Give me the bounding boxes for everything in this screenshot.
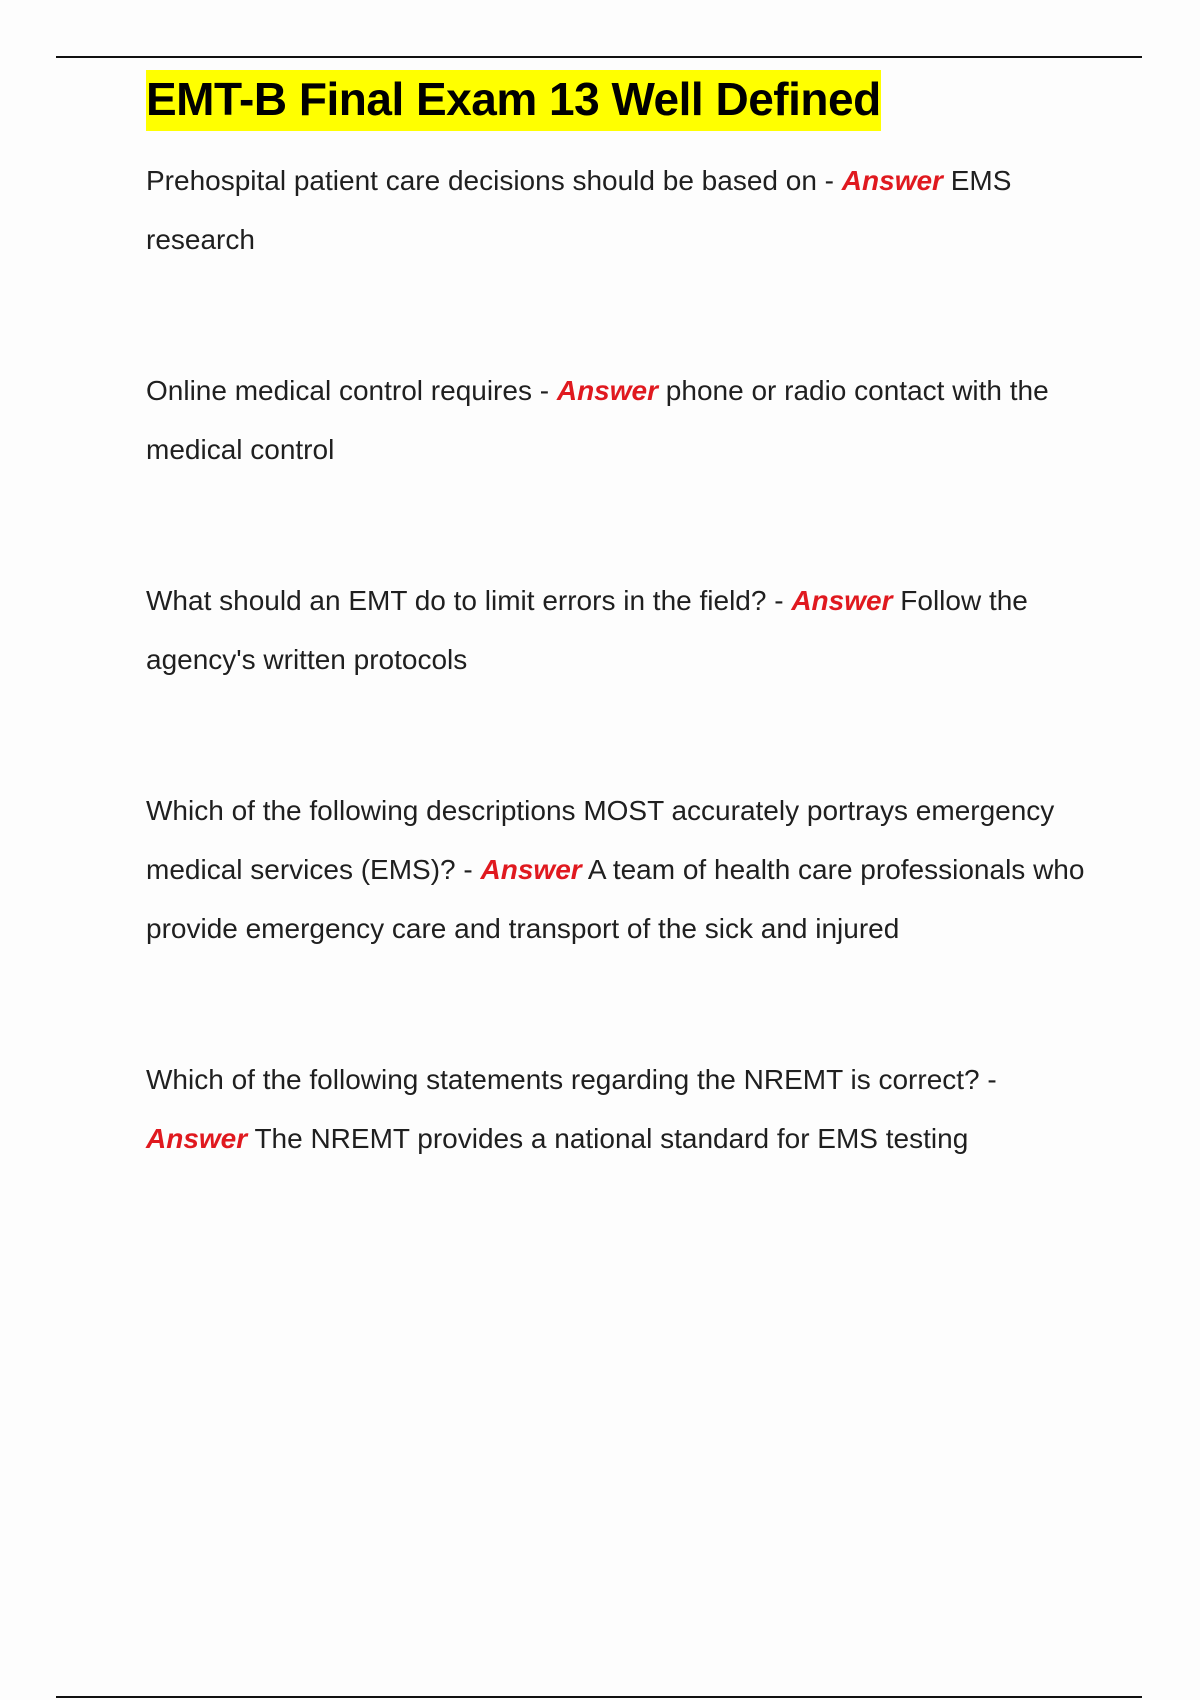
answer-text: A team of health care professionals who provide emergency care and transport of the sick and injured	[146, 854, 1085, 945]
question-text: Prehospital patient care decisions should be based on	[146, 165, 817, 197]
answer-label: Answer	[841, 165, 943, 197]
answer-text: The NREMT provides a national standard for EMS testing	[254, 1123, 969, 1155]
separator: -	[531, 375, 557, 407]
separator: -	[455, 854, 481, 886]
separator: -	[816, 165, 842, 197]
question-text: Which of the following statements regarding the NREMT is correct?	[146, 1064, 980, 1096]
qa-item	[146, 151, 1096, 269]
qa-item	[146, 361, 1096, 479]
qa-item	[146, 571, 1096, 689]
qa-list	[146, 151, 1096, 1168]
separator: -	[979, 1064, 997, 1096]
question-text: Which of the following descriptions MOST accurately portrays emergency medical services (EMS)?	[146, 795, 1055, 886]
answer-label: Answer	[146, 1123, 248, 1155]
document-body	[146, 70, 1096, 1260]
answer-label: Answer	[556, 375, 659, 407]
question-text: Online medical control requires	[146, 375, 532, 407]
document-title: EMT-B Final Exam 13 Well Defined	[146, 70, 881, 131]
bottom-rule	[56, 1696, 1142, 1698]
answer-text: Follow the agency's written protocols	[146, 585, 1028, 676]
answer-label: Answer	[480, 854, 582, 886]
answer-text: phone or radio contact with the medical control	[146, 375, 1049, 466]
answer-label: Answer	[791, 585, 893, 617]
answer-text: EMS research	[146, 165, 1012, 256]
qa-item	[146, 781, 1096, 958]
qa-item	[146, 1050, 1096, 1168]
top-rule	[56, 56, 1142, 58]
separator: -	[766, 585, 792, 617]
question-text: What should an EMT do to limit errors in the field?	[146, 585, 767, 617]
